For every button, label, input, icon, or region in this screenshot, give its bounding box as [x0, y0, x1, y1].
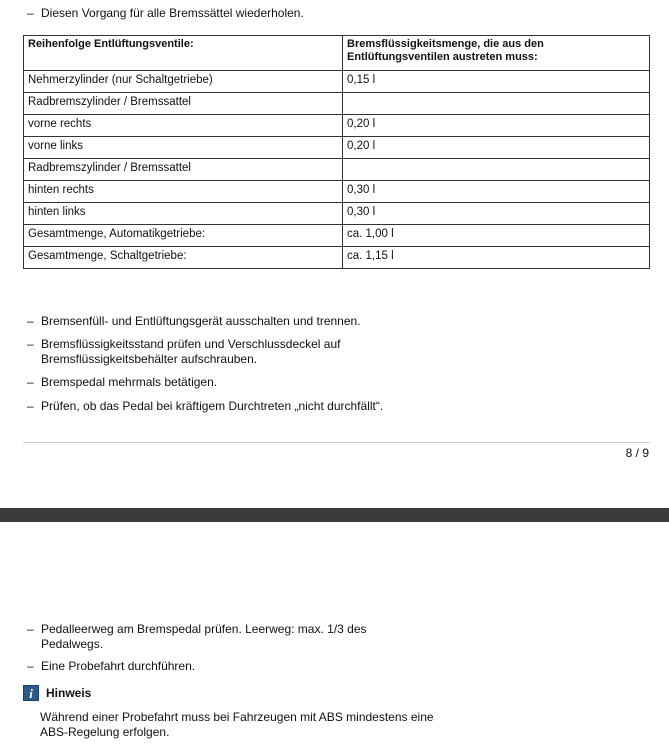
table-cell-quantity: ca. 1,00 l: [343, 225, 650, 247]
table-row: [24, 115, 650, 137]
bullet-dash: –: [27, 659, 34, 673]
page-separator: [0, 508, 669, 522]
table-cell-position: vorne rechts: [24, 115, 343, 137]
table-cell-quantity: 0,20 l: [343, 115, 650, 137]
table-cell-position: Nehmerzylinder (nur Schaltgetriebe): [24, 71, 343, 93]
hinweis-label: Hinweis: [46, 686, 92, 700]
table-cell-quantity: 0,30 l: [343, 203, 650, 225]
table-row: [24, 247, 650, 269]
bullet-text: Diesen Vorgang für alle Bremssättel wiederholen.: [41, 6, 304, 20]
table-cell-position: hinten rechts: [24, 181, 343, 203]
table-row: [24, 203, 650, 225]
bullet-dash: –: [27, 314, 34, 328]
page-footer-divider: [23, 442, 650, 443]
table-cell-position: hinten links: [24, 203, 343, 225]
table-row: [24, 93, 650, 115]
document-page-9: [0, 522, 669, 750]
table-row: [24, 159, 650, 181]
hinweis-note-text: Während einer Probefahrt muss bei Fahrzeugen mit ABS mindestens eine ABS-Regelung erfolgen.: [40, 710, 434, 739]
bullet-text: Eine Probefahrt durchführen.: [41, 659, 196, 673]
bullet-text: Bremsenfüll- und Entlüftungsgerät ausschalten und trennen.: [41, 314, 361, 328]
table-header-row: [24, 36, 650, 71]
bullet-dash: –: [27, 6, 34, 20]
table-cell-position: vorne links: [24, 137, 343, 159]
table-cell-quantity: ca. 1,15 l: [343, 247, 650, 269]
info-icon: i: [23, 685, 39, 701]
bleeding-order-table: [23, 35, 650, 269]
bullet-dash: –: [27, 399, 34, 413]
bullet-dash: –: [27, 375, 34, 389]
table-cell-quantity: 0,30 l: [343, 181, 650, 203]
table-row: [24, 137, 650, 159]
table-cell-position: Gesamtmenge, Automatikgetriebe:: [24, 225, 343, 247]
table-row: [24, 181, 650, 203]
bullet-text: Pedalleerweg am Bremspedal prüfen. Leerweg: max. 1/3 des Pedalwegs.: [41, 622, 367, 651]
table-cell-position: Radbremszylinder / Bremssattel: [24, 93, 343, 115]
bullet-dash: –: [27, 337, 34, 351]
bullet-text: Bremsflüssigkeitsstand prüfen und Verschlussdeckel auf Bremsflüssigkeitsbehälter aufschrauben.: [41, 337, 341, 366]
table-cell-quantity: [343, 159, 650, 181]
table-cell-quantity: 0,15 l: [343, 71, 650, 93]
table-cell-position: Radbremszylinder / Bremssattel: [24, 159, 343, 181]
table-header-order: Reihenfolge Entlüftungsventile:: [24, 36, 343, 71]
bullet-dash: –: [27, 622, 34, 636]
bullet-text: Bremspedal mehrmals betätigen.: [41, 375, 218, 389]
table-cell-quantity: 0,20 l: [343, 137, 650, 159]
page-number: 8 / 9: [625, 446, 649, 460]
table-header-quantity: Bremsflüssigkeitsmenge, die aus den Entlüftungsventilen austreten muss:: [343, 36, 650, 71]
table-row: [24, 225, 650, 247]
bullet-text: Prüfen, ob das Pedal bei kräftigem Durchtreten „nicht durchfällt“.: [41, 399, 384, 413]
table-cell-position: Gesamtmenge, Schaltgetriebe:: [24, 247, 343, 269]
table-row: [24, 71, 650, 93]
table-cell-quantity: [343, 93, 650, 115]
